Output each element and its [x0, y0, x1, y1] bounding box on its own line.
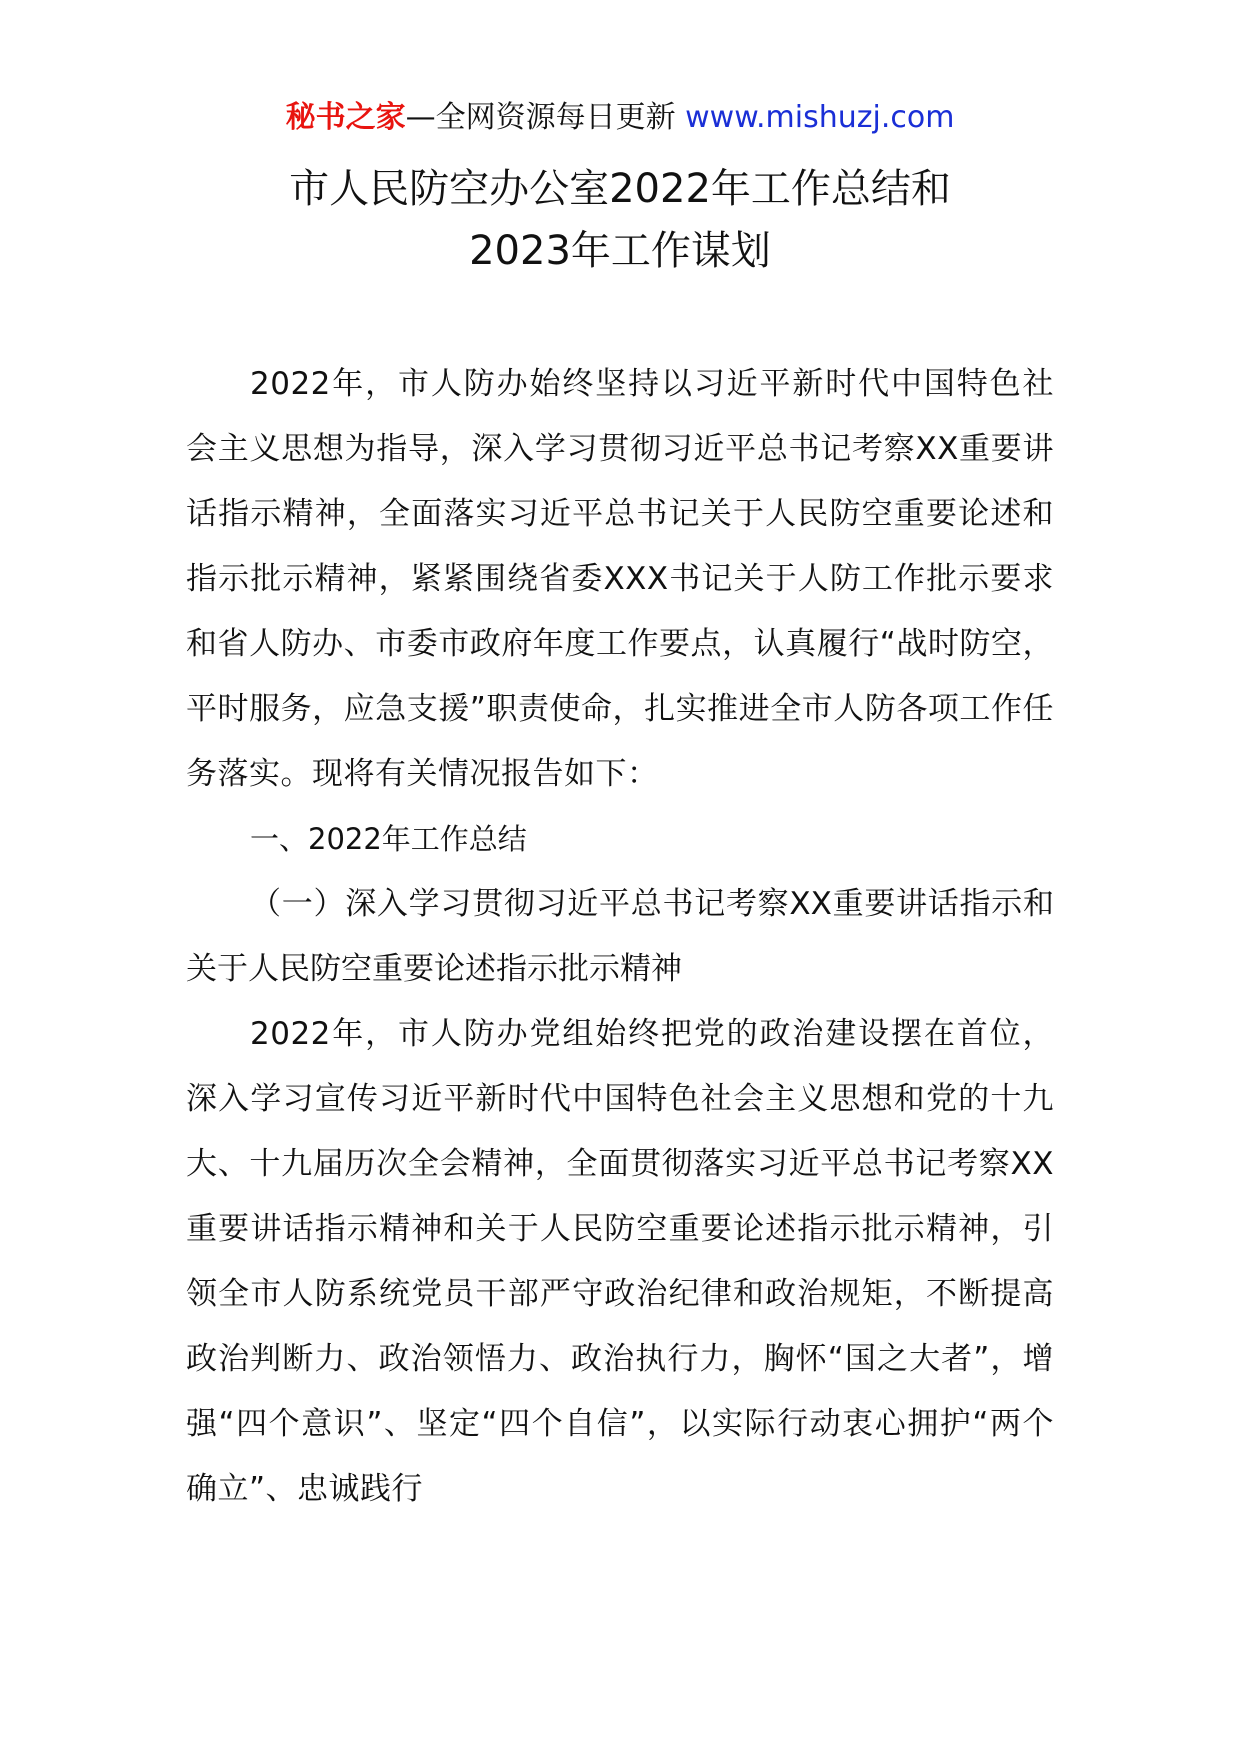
subsection-paragraph: 2022年，市人防办党组始终把党的政治建设摆在首位，深入学习宣传习近平新时代中国特色社会主义思想和党的十九大、十九届历次全会精神，全面贯彻落实习近平总书记考察XX重要讲话指示精神和关于人民防空重要论述指示批示精神，引领全市人防系统党员干部严守政治纪律和政治规矩，不断提高政治判断力、政治领悟力、政治执行力，胸怀“国之大者”，增强“四个意识”、坚定“四个自信”，以实际行动衷心拥护“两个确立”、忠诚践行 [186, 1016, 1054, 1507]
document-title [0, 158, 1240, 282]
site-watermark-header [0, 98, 1240, 138]
document-body [186, 352, 1054, 1522]
site-url: www.mishuzj.com [685, 100, 955, 135]
brand-slogan: —全网资源每日更新 [405, 100, 686, 135]
section-heading: 一、2022年工作总结 [250, 822, 527, 856]
intro-paragraph: 2022年，市人防办始终坚持以习近平新时代中国特色社会主义思想为指导，深入学习贯彻习近平总书记考察XX重要讲话指示精神，全面落实习近平总书记关于人民防空重要论述和指示批示精神，紧紧围绕省委XXX书记关于人防工作批示要求和省人防办、市委市政府年度工作要点，认真履行“战时防空，平时服务，应急支援”职责使命，扎实推进全市人防各项工作任务落实。现将有关情况报告如下： [186, 366, 1054, 792]
title-line-1: 市人民防空办公室2022年工作总结和 [289, 166, 951, 212]
subsection-heading: （一）深入学习贯彻习近平总书记考察XX重要讲话指示和关于人民防空重要论述指示批示精神 [186, 886, 1054, 987]
brand-name: 秘书之家 [285, 100, 406, 135]
title-line-2: 2023年工作谋划 [469, 228, 771, 274]
